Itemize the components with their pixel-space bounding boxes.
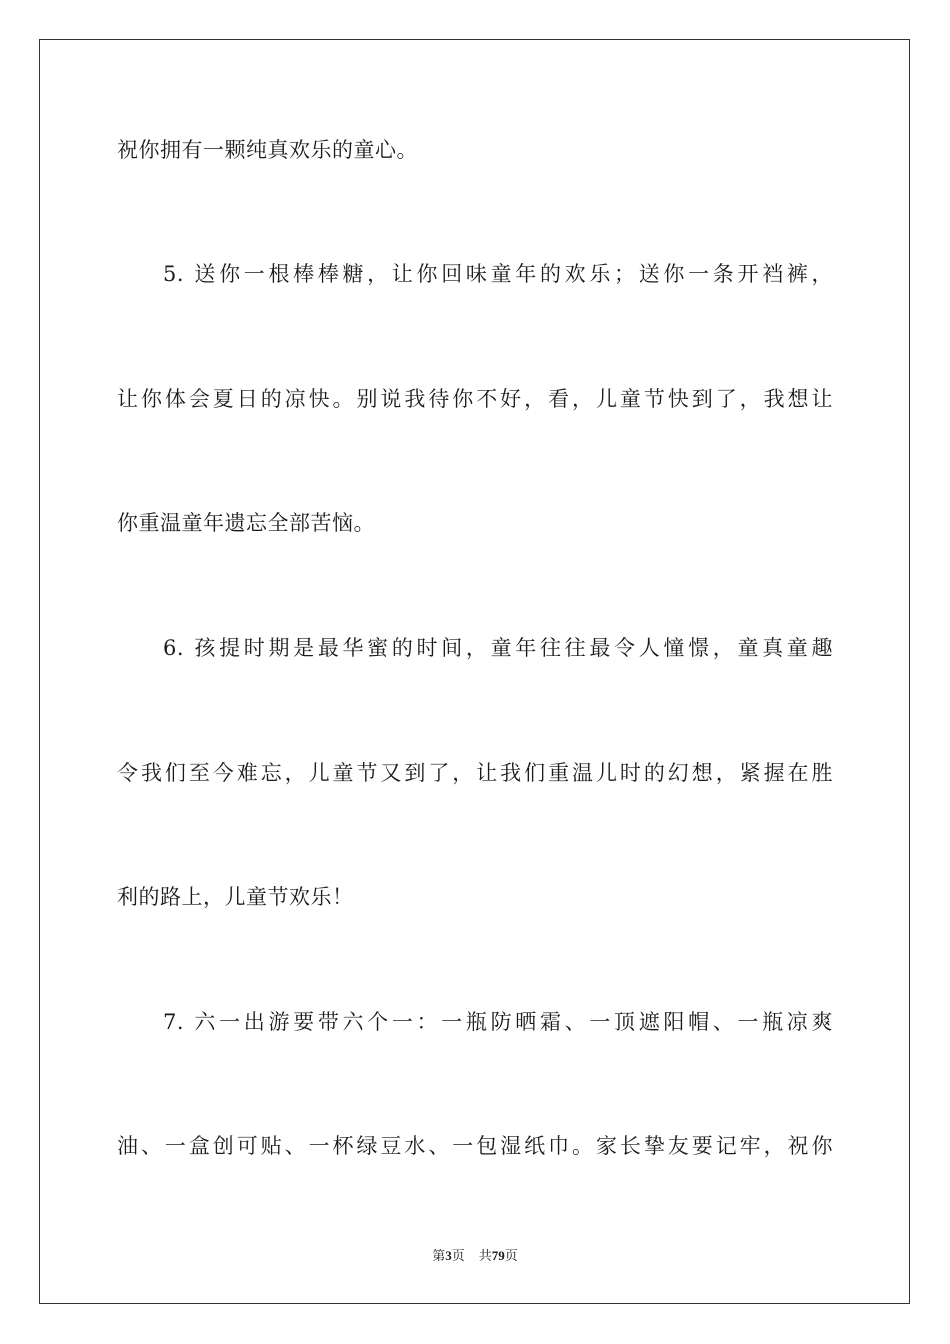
page-prefix: 第	[432, 1249, 446, 1264]
text-line-1: 祝你拥有一颗纯真欢乐的童心。	[117, 138, 418, 162]
total-pages: 79	[491, 1248, 505, 1263]
text-line-7: 利的路上，儿童节欢乐！	[117, 885, 354, 909]
page-suffix: 页	[451, 1249, 465, 1264]
text-line-6: 令我们至今难忘，儿童节又到了，让我们重温儿时的幻想，紧握在胜	[117, 761, 833, 785]
total-prefix: 共	[478, 1249, 492, 1264]
page-number: 3	[445, 1248, 452, 1263]
total-suffix: 页	[504, 1249, 518, 1264]
text-line-2: 5. 送你一根棒棒糖，让你回味童年的欢乐；送你一条开裆裤，	[163, 262, 833, 286]
page-border	[39, 39, 910, 1304]
page-footer	[0, 1247, 950, 1266]
text-line-3: 让你体会夏日的凉快。别说我待你不好，看，儿童节快到了，我想让	[117, 387, 833, 411]
text-line-9: 油、一盒创可贴、一杯绿豆水、一包湿纸巾。家长挚友要记牢，祝你	[117, 1134, 833, 1158]
text-line-5: 6. 孩提时期是最华蜜的时间，童年往往最令人憧憬，童真童趣	[163, 636, 833, 660]
text-line-8: 7. 六一出游要带六个一：一瓶防晒霜、一顶遮阳帽、一瓶凉爽	[163, 1010, 833, 1034]
text-line-4: 你重温童年遗忘全部苦恼。	[117, 511, 375, 535]
